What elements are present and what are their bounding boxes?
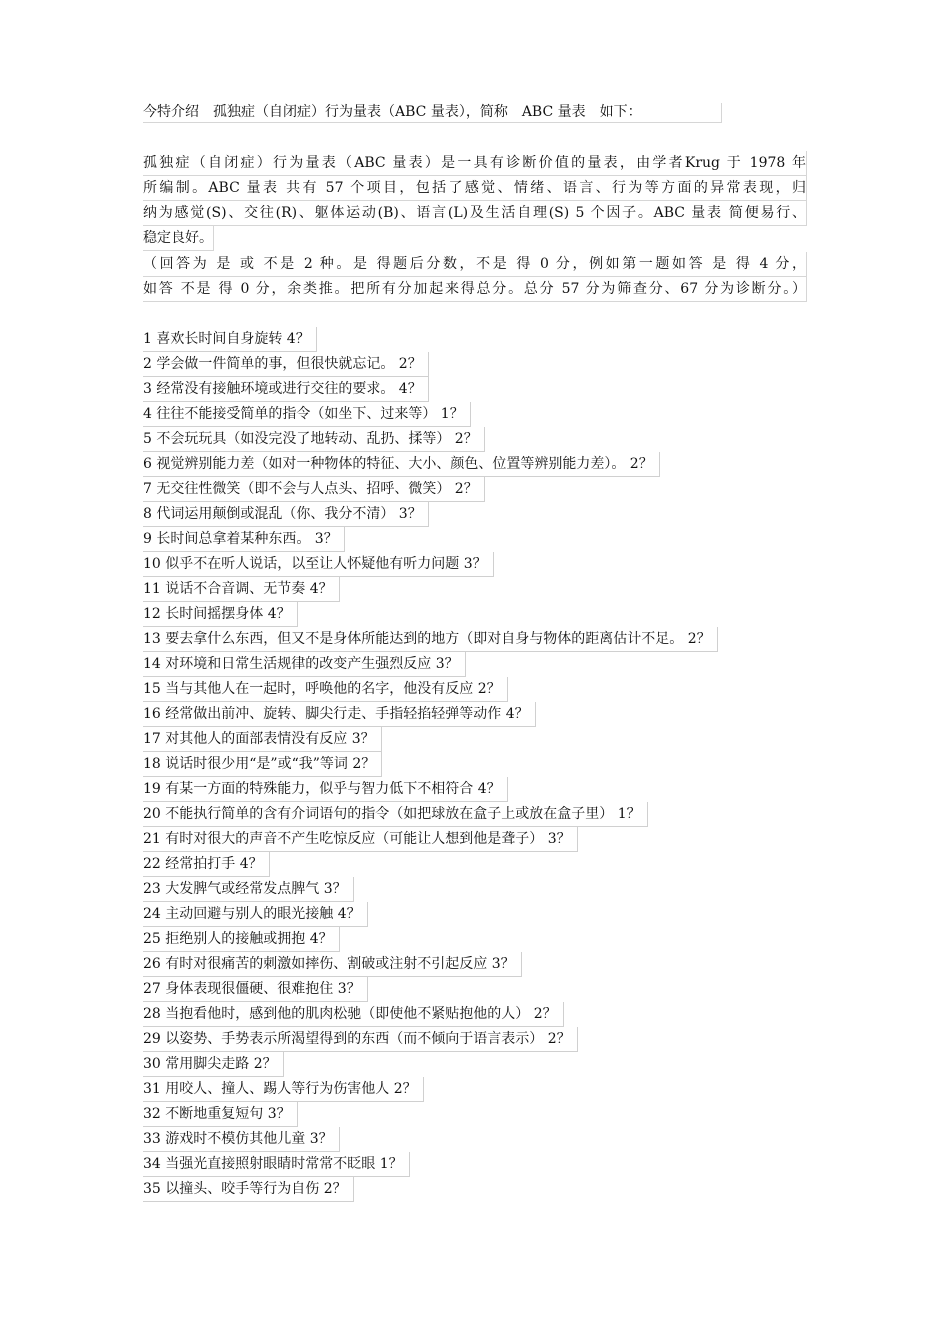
question-item (143, 1102, 718, 1127)
question-text: 25 拒绝别人的接触或拥抱 4？ (143, 927, 340, 952)
question-list (143, 327, 718, 1202)
question-text: 17 对其他人的面部表情没有反应 3？ (143, 727, 382, 752)
description-line: 稳定良好。 (143, 226, 214, 251)
question-text: 27 身体表现很僵硬、很难抱住 3？ (143, 977, 368, 1002)
question-text: 3 经常没有接触环境或进行交往的要求。 4？ (143, 377, 429, 402)
question-text: 15 当与其他人在一起时，呼唤他的名字，他没有反应 2？ (143, 677, 508, 702)
question-item (143, 977, 718, 1002)
question-text: 23 大发脾气或经常发点脾气 3？ (143, 877, 354, 902)
question-item (143, 477, 718, 502)
question-text: 24 主动回避与别人的眼光接触 4？ (143, 902, 368, 927)
question-item (143, 627, 718, 652)
question-text: 4 往往不能接受简单的指令（如坐下、过来等） 1？ (143, 402, 471, 427)
question-item (143, 702, 718, 727)
question-item (143, 502, 718, 527)
question-item (143, 852, 718, 877)
question-item (143, 427, 718, 452)
question-item (143, 552, 718, 577)
question-text: 13 要去拿什么东西，但又不是身体所能达到的地方（即对自身与物体的距离估计不足。 2？ (143, 627, 718, 652)
question-item (143, 752, 718, 777)
question-item (143, 1052, 718, 1077)
question-text: 12 长时间摇摆身体 4？ (143, 602, 298, 627)
question-text: 33 游戏时不模仿其他儿童 3？ (143, 1127, 340, 1152)
question-item (143, 352, 718, 377)
question-item (143, 1152, 718, 1177)
scoring-line: （回答为 是 或 不是 2 种。是 得题后分数，不是 得 0 分，例如第一题如答 是 得 4 分， (143, 252, 807, 277)
scoring-paragraph (143, 252, 807, 302)
question-item (143, 377, 718, 402)
scoring-line: 如答 不是 得 0 分，余类推。把所有分加起来得总分。总分 57 分为筛查分、67 分为诊断分。） (143, 277, 807, 302)
question-text: 7 无交往性微笑（即不会与人点头、招呼、微笑） 2？ (143, 477, 485, 502)
question-text: 34 当强光直接照射眼睛时常常不眨眼 1？ (143, 1152, 410, 1177)
question-item (143, 727, 718, 752)
question-text: 28 当抱看他时，感到他的肌肉松驰（即使他不紧贴抱他的人） 2？ (143, 1002, 564, 1027)
question-item (143, 1027, 718, 1052)
question-item (143, 327, 718, 352)
description-paragraph (143, 151, 807, 251)
question-item (143, 777, 718, 802)
question-text: 35 以撞头、咬手等行为自伤 2？ (143, 1177, 354, 1202)
question-item (143, 877, 718, 902)
question-text: 1 喜欢长时间自身旋转 4？ (143, 327, 317, 352)
question-item (143, 577, 718, 602)
question-text: 18 说话时很少用“是”或“我”等词 2？ (143, 752, 382, 777)
question-item (143, 452, 718, 477)
question-item (143, 1177, 718, 1202)
question-item (143, 677, 718, 702)
question-item (143, 827, 718, 852)
intro-line: 今特介绍 孤独症（自闭症）行为量表（ABC 量表），简称 ABC 量表 如下： (143, 103, 722, 123)
question-item (143, 1077, 718, 1102)
question-item (143, 1002, 718, 1027)
question-item (143, 652, 718, 677)
question-text: 6 视觉辨别能力差（如对一种物体的特征、大小、颜色、位置等辨别能力差）。 2？ (143, 452, 660, 477)
question-text: 22 经常拍打手 4？ (143, 852, 270, 877)
question-text: 14 对环境和日常生活规律的改变产生强烈反应 3？ (143, 652, 466, 677)
question-text: 32 不断地重复短句 3？ (143, 1102, 298, 1127)
question-item (143, 802, 718, 827)
question-item (143, 527, 718, 552)
question-text: 30 常用脚尖走路 2？ (143, 1052, 284, 1077)
question-text: 20 不能执行简单的含有介词语句的指令（如把球放在盒子上或放在盒子里） 1？ (143, 802, 648, 827)
question-item (143, 1127, 718, 1152)
description-line: 孤独症（自闭症）行为量表（ABC 量表）是一具有诊断价值的量表，由学者Krug 于 1978 年 (143, 151, 807, 176)
question-text: 26 有时对很痛苦的刺激如摔伤、割破或注射不引起反应 3？ (143, 952, 522, 977)
question-item (143, 602, 718, 627)
question-item (143, 927, 718, 952)
question-text: 31 用咬人、撞人、踢人等行为伤害他人 2？ (143, 1077, 424, 1102)
question-text: 21 有时对很大的声音不产生吃惊反应（可能让人想到他是聋子） 3？ (143, 827, 578, 852)
question-text: 8 代词运用颠倒或混乱（你、我分不清） 3？ (143, 502, 429, 527)
description-line: 纳为感觉(S)、交往(R)、躯体运动(B)、语言(L)及生活自理(S) 5 个因子。ABC 量表 简便易行、 (143, 201, 807, 226)
question-text: 16 经常做出前冲、旋转、脚尖行走、手指轻掐轻弹等动作 4？ (143, 702, 536, 727)
question-item (143, 902, 718, 927)
question-text: 5 不会玩玩具（如没完没了地转动、乱扔、揉等） 2？ (143, 427, 485, 452)
question-text: 2 学会做一件简单的事，但很快就忘记。 2？ (143, 352, 429, 377)
description-line: 所编制。ABC 量表 共有 57 个项目，包括了感觉、情绪、语言、行为等方面的异常表现，归 (143, 176, 807, 201)
question-item (143, 952, 718, 977)
question-item (143, 402, 718, 427)
question-text: 11 说话不合音调、无节奏 4？ (143, 577, 340, 602)
question-text: 29 以姿势、手势表示所渴望得到的东西（而不倾向于语言表示） 2？ (143, 1027, 578, 1052)
question-text: 9 长时间总拿着某种东西。 3？ (143, 527, 345, 552)
question-text: 19 有某一方面的特殊能力，似乎与智力低下不相符合 4？ (143, 777, 508, 802)
question-text: 10 似乎不在听人说话，以至让人怀疑他有听力问题 3？ (143, 552, 494, 577)
